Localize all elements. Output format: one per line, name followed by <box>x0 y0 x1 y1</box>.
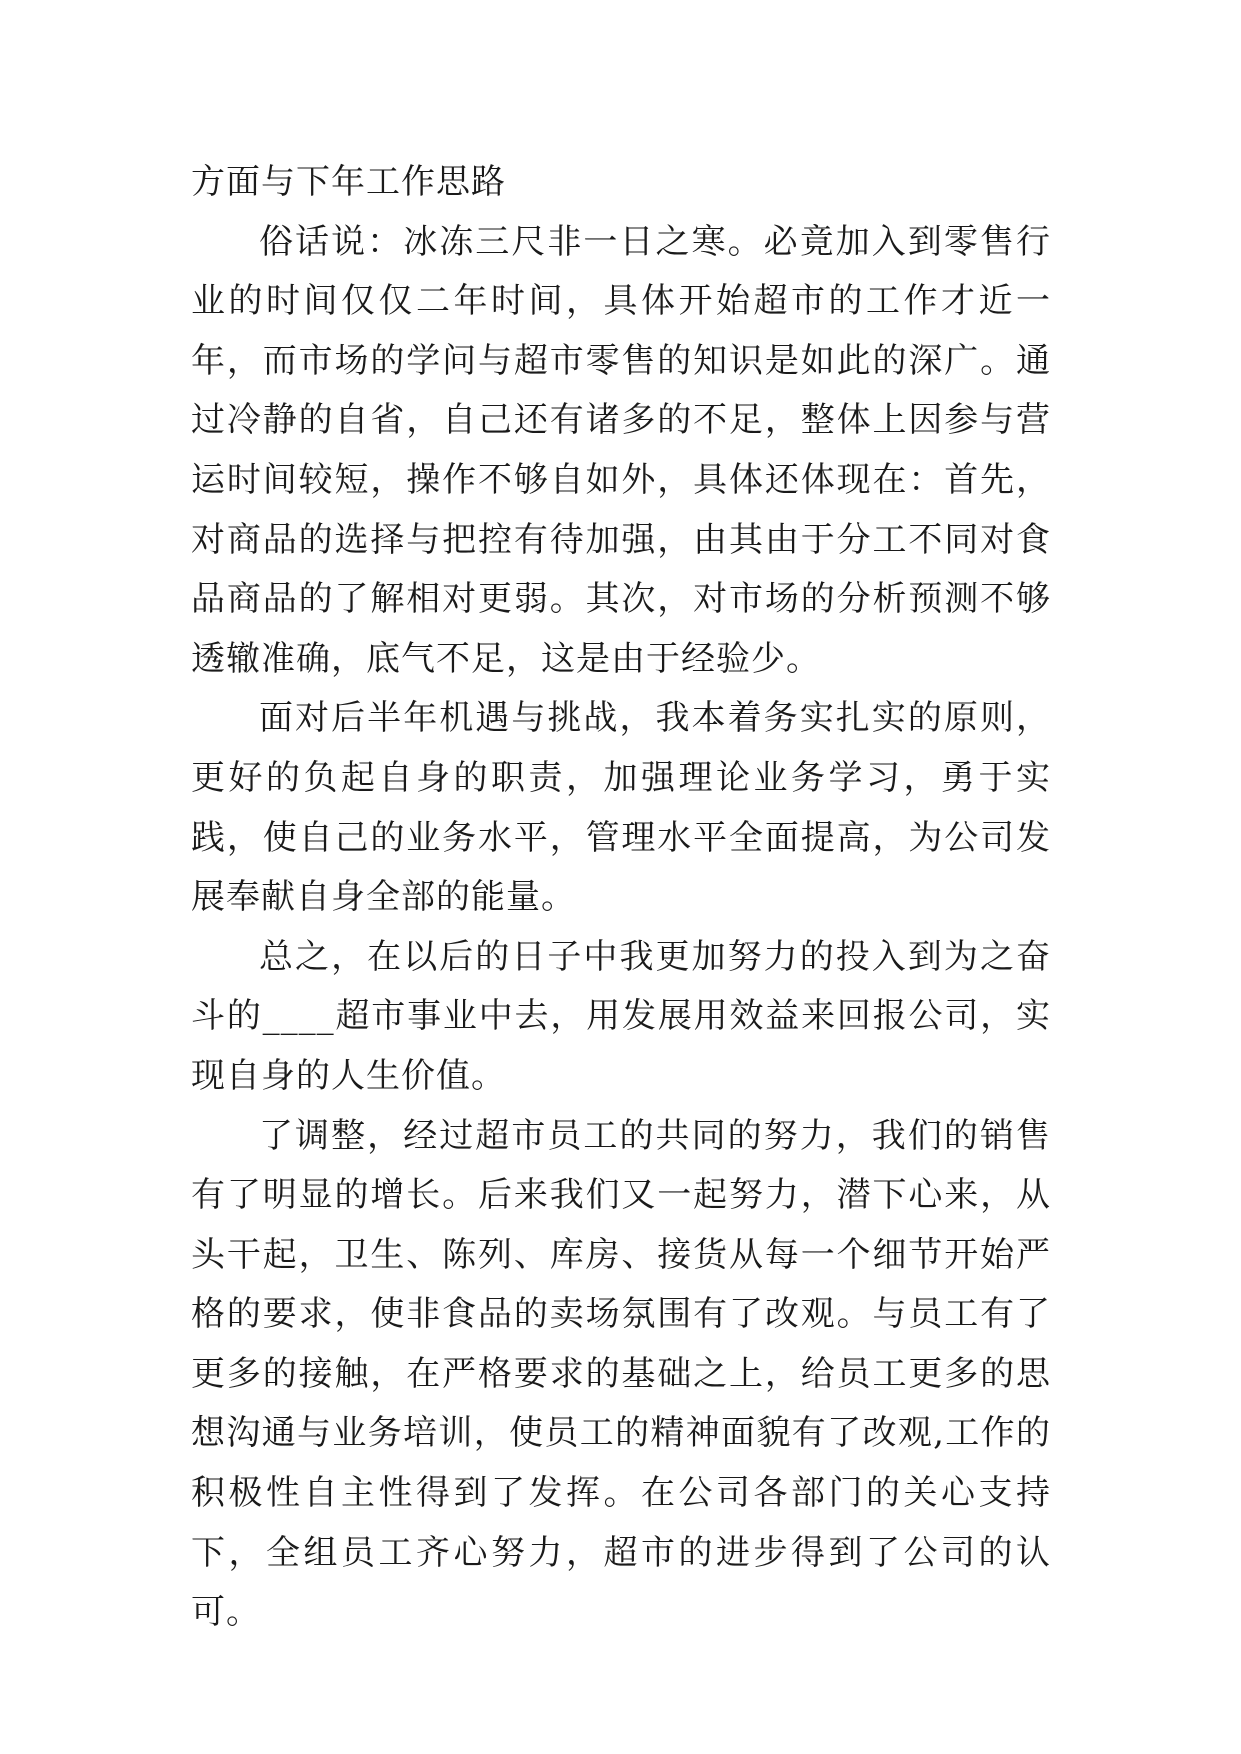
paragraph-conclusion: 总之，在以后的日子中我更加努力的投入到为之奋斗的____超市事业中去，用发展用效益来回报公司，实现自身的人生价值。 <box>191 936 1051 1096</box>
section-heading-line: 方面与下年工作思路 <box>191 162 506 202</box>
paragraph-shortcomings: 俗话说：冰冻三尺非一日之寒。必竟加入到零售行业的时间仅仅二年时间，具体开始超市的工作才近一年，而市场的学问与超市零售的知识是如此的深广。通过冷静的自省，自己还有诸多的不足，整体上因参与营运时间较短，操作不够自如外，具体还体现在：首先，对商品的选择与把控有待加强，由其由于分工不同对食品商品的了解相对更弱。其次，对市场的分析预测不够透辙准确，底气不足，这是由于经验少。 <box>191 221 1051 679</box>
paragraph-second-half-plan: 面对后半年机遇与挑战，我本着务实扎实的原则，更好的负起自身的职责，加强理论业务学习，勇于实践，使自己的业务水平，管理水平全面提高，为公司发展奉献自身全部的能量。 <box>191 698 1051 918</box>
paragraph-adjustment-results: 了调整，经过超市员工的共同的努力，我们的销售有了明显的增长。后来我们又一起努力，潜下心来，从头干起，卫生、陈列、库房、接货从每一个细节开始严格的要求，使非食品的卖场氛围有了改观。与员工有了更多的接触，在严格要求的基础之上，给员工更多的思想沟通与业务培训，使员工的精神面貌有了改观,工作的积极性自主性得到了发挥。在公司各部门的关心支持下，全组员工齐心努力，超市的进步得到了公司的认可。 <box>191 1115 1051 1633</box>
document-body <box>191 153 1051 1643</box>
